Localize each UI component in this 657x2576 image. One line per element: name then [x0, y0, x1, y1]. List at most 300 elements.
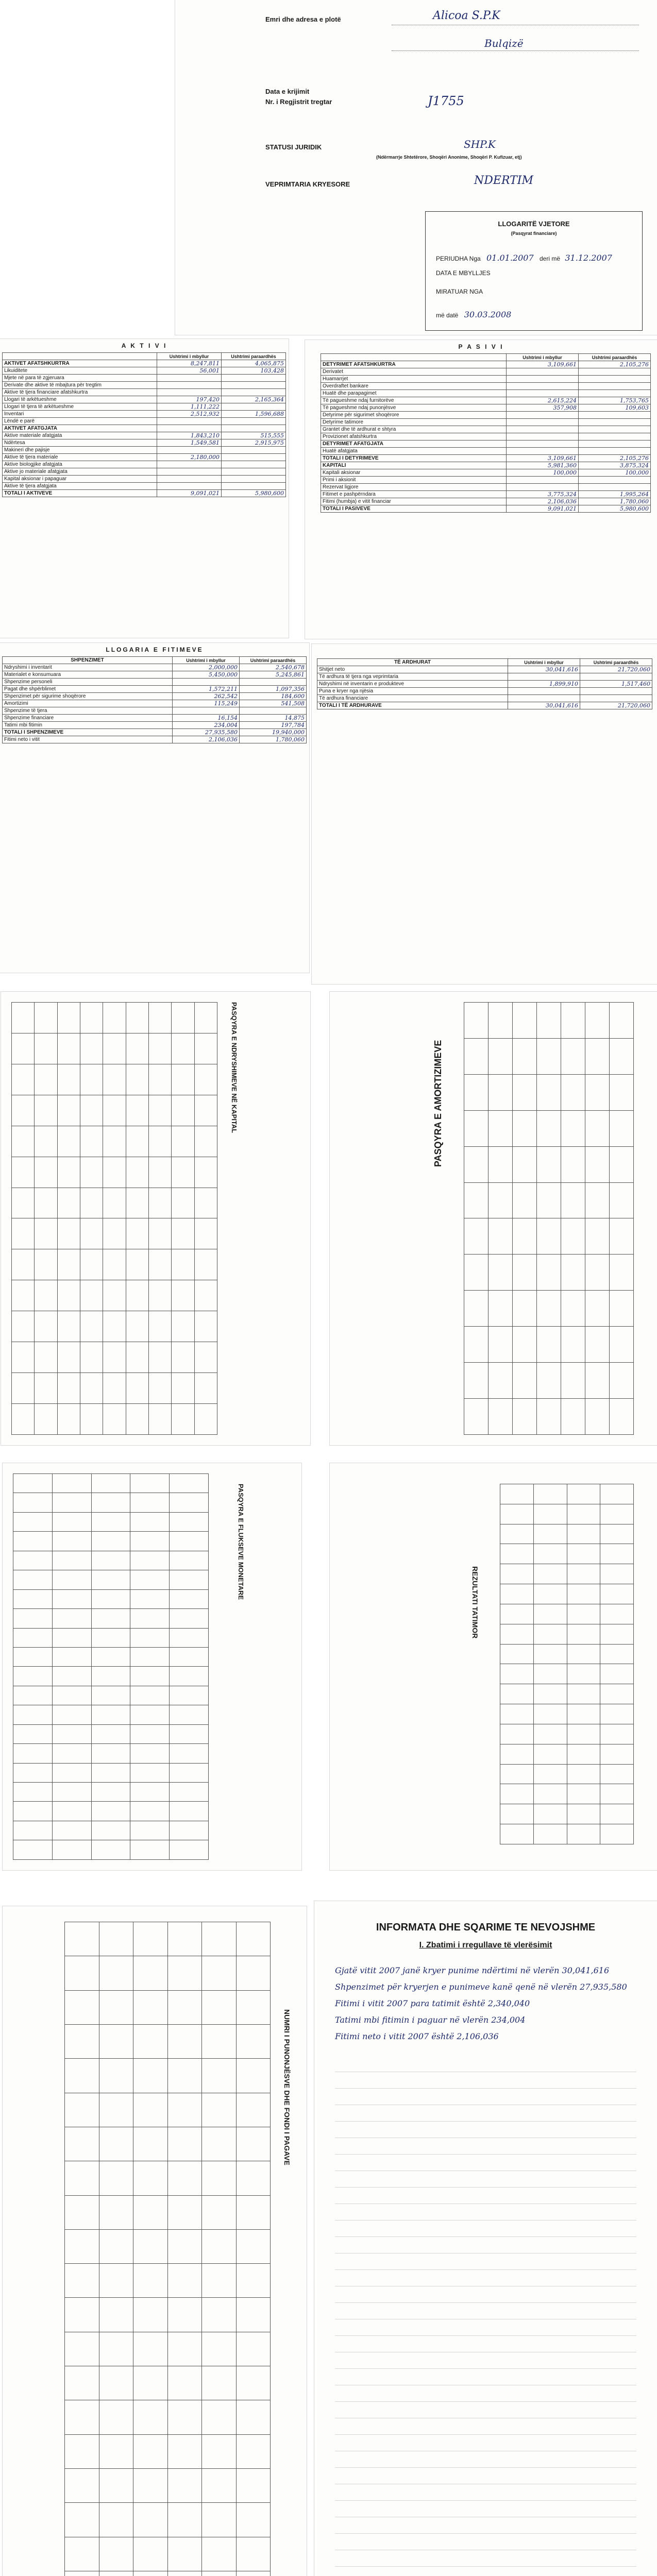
row-value: [507, 412, 579, 419]
row-label: Tatimi mbi fitimin: [3, 722, 173, 729]
registry-value: J1755: [428, 94, 464, 108]
row-label: Të pagueshme ndaj punonjësve: [321, 404, 507, 412]
grid-cell: [567, 1724, 600, 1744]
table-row: [3, 360, 286, 367]
table-row: [3, 425, 286, 432]
row-value: [507, 383, 579, 390]
table-row: [3, 679, 307, 686]
grid-cell: [13, 1532, 53, 1551]
row-label: Ndryshimi i inventarit: [3, 664, 173, 671]
notes-subtitle: I. Zbatimi i rregullave të vlerësimit: [419, 1941, 552, 1950]
grid-cell: [57, 1249, 80, 1280]
row-value: 5,980,600: [222, 490, 286, 497]
grid-cell: [99, 2024, 133, 2058]
grid-cell: [65, 2161, 99, 2195]
table-row: [3, 461, 286, 468]
status-label: STATUSI JURIDIK: [265, 143, 322, 151]
table-row: [321, 448, 651, 455]
grid-cell: [513, 1110, 537, 1146]
grid-cell: [52, 1783, 91, 1802]
activity-value: NDERTIM: [474, 174, 534, 187]
grid-cell: [567, 1704, 600, 1724]
grid-cell: [194, 1280, 217, 1311]
grid-cell: [13, 1802, 53, 1821]
grid-cell: [202, 2264, 237, 2298]
grid-cell: [464, 1003, 488, 1039]
row-value: [222, 375, 286, 382]
grid-cell: [35, 1095, 57, 1126]
row-value: 27,935,580: [173, 729, 240, 736]
row-value: [508, 673, 580, 681]
grid-cell: [464, 1255, 488, 1291]
row-value: [240, 707, 307, 715]
grid-cell: [194, 1033, 217, 1064]
grid-cell: [533, 1544, 567, 1564]
table-row: [3, 403, 286, 411]
grid-cell: [500, 1604, 534, 1624]
revenues-table: TË ARDHURAT Ushtrimi i mbyllur Ushtrimi paraardhës Shitjet neto 30,041,616 21,720,060 Të ardhura të tjera nga veprimtaria Ndryshimi në inventarin e produkteve 1,899,910 1,517,460 Puna e kryer nga njësia Të ardhura financiare TOTALI I TË ARDHURAVE 30,041,616 21,720,060: [317, 658, 652, 709]
grid-cell: [91, 1512, 130, 1531]
row-label: TOTALI I PASIVEVE: [321, 505, 507, 513]
tax-grid: [500, 1484, 634, 1844]
row-value: 2,512,932: [157, 411, 222, 418]
grid-cell: [99, 2298, 133, 2332]
row-value: [222, 418, 286, 425]
grid-cell: [80, 1280, 103, 1311]
grid-cell: [500, 1764, 534, 1784]
grid-cell: [52, 1840, 91, 1860]
grid-cell: [52, 1724, 91, 1743]
grid-cell: [130, 1647, 170, 1666]
grid-cell: [537, 1291, 561, 1327]
row-value: 100,000: [579, 469, 651, 477]
grid-cell: [170, 1609, 209, 1628]
grid-cell: [533, 1704, 567, 1724]
grid-cell: [585, 1146, 610, 1182]
grid-cell: [600, 1724, 634, 1744]
row-value: 184,600: [240, 693, 307, 700]
grid-cell: [561, 1038, 585, 1074]
cashflow-grid: [13, 1473, 209, 1860]
row-label: Puna e kryer nga njësia: [317, 688, 508, 695]
grid-cell: [103, 1003, 126, 1033]
grid-cell: [610, 1218, 634, 1255]
row-value: [579, 448, 651, 455]
grid-cell: [170, 1821, 209, 1840]
grid-cell: [167, 2366, 202, 2400]
grid-cell: [167, 2093, 202, 2127]
grid-cell: [561, 1218, 585, 1255]
grid-cell: [610, 1255, 634, 1291]
amortization-title: PASQYRA E AMORTIZIMEVE: [433, 1040, 443, 1167]
grid-cell: [57, 1033, 80, 1064]
grid-cell: [35, 1403, 57, 1434]
row-value: [507, 368, 579, 376]
row-label: Ndërtesa: [3, 439, 157, 447]
table-row: [321, 390, 651, 397]
grid-cell: [130, 1821, 170, 1840]
grid-cell: [103, 1188, 126, 1218]
grid-cell: [194, 1311, 217, 1342]
grid-cell: [167, 2161, 202, 2195]
grid-cell: [202, 2024, 237, 2058]
grid-cell: [126, 1095, 148, 1126]
grid-cell: [52, 1744, 91, 1763]
cover-page: [175, 0, 657, 335]
grid-cell: [167, 1922, 202, 1956]
grid-cell: [91, 1744, 130, 1763]
row-value: [579, 484, 651, 491]
table-row: [3, 476, 286, 483]
grid-cell: [610, 1398, 634, 1434]
grid-cell: [610, 1038, 634, 1074]
grid-cell: [170, 1783, 209, 1802]
grid-cell: [202, 2366, 237, 2400]
row-label: Primi i aksionit: [321, 477, 507, 484]
grid-cell: [103, 1095, 126, 1126]
grid-cell: [99, 2469, 133, 2503]
grid-cell: [148, 1218, 171, 1249]
grid-cell: [194, 1218, 217, 1249]
grid-cell: [130, 1551, 170, 1570]
grid-cell: [600, 1544, 634, 1564]
row-value: [507, 426, 579, 433]
grid-cell: [170, 1647, 209, 1666]
row-value: [222, 468, 286, 476]
table-row: [3, 707, 307, 715]
grid-cell: [80, 1249, 103, 1280]
grid-cell: [52, 1802, 91, 1821]
grid-cell: [170, 1551, 209, 1570]
grid-cell: [99, 1990, 133, 2024]
table-row: [3, 447, 286, 454]
grid-cell: [130, 1532, 170, 1551]
grid-cell: [202, 2298, 237, 2332]
grid-cell: [103, 1218, 126, 1249]
row-value: 2,540,678: [240, 664, 307, 671]
grid-cell: [13, 1686, 53, 1705]
grid-cell: [57, 1218, 80, 1249]
grid-cell: [12, 1280, 35, 1311]
grid-cell: [91, 1667, 130, 1686]
status-note: (Ndërmarrje Shtetërore, Shoqëri Anonime, Shoqëri P. Kufizuar, etj): [376, 155, 522, 160]
grid-cell: [533, 1644, 567, 1664]
grid-cell: [513, 1291, 537, 1327]
row-label: Grantet dhe të ardhurat e shtyra: [321, 426, 507, 433]
table-row: [321, 491, 651, 498]
grid-cell: [133, 2537, 168, 2571]
grid-cell: [130, 1512, 170, 1531]
assets-title: A K T I V I: [121, 342, 167, 349]
statement-title: LLOGARITË VJETORE: [498, 220, 570, 228]
grid-cell: [57, 1064, 80, 1095]
grid-cell: [194, 1157, 217, 1188]
row-label: Shpenzime financiare: [3, 715, 173, 722]
table-row: [3, 382, 286, 389]
grid-cell: [133, 2127, 168, 2161]
table-row: [317, 666, 652, 673]
activity-label: VEPRIMTARIA KRYESORE: [265, 180, 350, 188]
grid-cell: [172, 1095, 194, 1126]
grid-cell: [500, 1504, 534, 1524]
grid-cell: [65, 2400, 99, 2434]
grid-cell: [99, 2332, 133, 2366]
notes-page: [314, 1901, 657, 2576]
grid-cell: [585, 1398, 610, 1434]
grid-cell: [130, 1474, 170, 1493]
deposit-label: DATA E MBYLLJES: [436, 269, 491, 277]
grid-cell: [567, 1564, 600, 1584]
row-value: 1,753,765: [579, 397, 651, 404]
grid-cell: [170, 1744, 209, 1763]
grid-cell: [91, 1705, 130, 1724]
table-row: [317, 681, 652, 688]
grid-cell: [561, 1182, 585, 1218]
grid-cell: [80, 1373, 103, 1404]
grid-cell: [80, 1064, 103, 1095]
period-from: 01.01.2007: [486, 253, 534, 263]
row-label: Kapital aksionar i papaguar: [3, 476, 157, 483]
grid-cell: [170, 1802, 209, 1821]
grid-cell: [99, 1956, 133, 1990]
grid-cell: [202, 1990, 237, 2024]
grid-cell: [537, 1146, 561, 1182]
row-label: Derivate dhe aktive të mbajtura për tregtim: [3, 382, 157, 389]
grid-cell: [600, 1704, 634, 1724]
row-value: 1,517,460: [580, 681, 652, 688]
grid-cell: [80, 1403, 103, 1434]
table-row: [321, 433, 651, 440]
row-label: Të ardhura të tjera nga veprimtaria: [317, 673, 508, 681]
grid-cell: [13, 1724, 53, 1743]
row-value: 103,428: [222, 367, 286, 375]
grid-cell: [172, 1157, 194, 1188]
grid-cell: [126, 1064, 148, 1095]
grid-cell: [65, 2127, 99, 2161]
grid-cell: [537, 1110, 561, 1146]
table-row: [3, 722, 307, 729]
grid-cell: [567, 1604, 600, 1624]
grid-cell: [99, 2400, 133, 2434]
grid-cell: [561, 1110, 585, 1146]
grid-cell: [172, 1033, 194, 1064]
grid-cell: [236, 2059, 271, 2093]
table-row: [321, 368, 651, 376]
table-row: [3, 396, 286, 403]
row-label: Derivatet: [321, 368, 507, 376]
grid-cell: [148, 1157, 171, 1188]
grid-cell: [533, 1624, 567, 1644]
grid-cell: [537, 1218, 561, 1255]
grid-cell: [65, 2332, 99, 2366]
grid-cell: [13, 1589, 53, 1608]
grid-cell: [13, 1763, 53, 1782]
grid-cell: [194, 1342, 217, 1373]
grid-cell: [130, 1686, 170, 1705]
row-label: Të pagueshme ndaj furnitorëve: [321, 397, 507, 404]
grid-cell: [91, 1783, 130, 1802]
row-label: Fitimi (humbja) e vitit financiar: [321, 498, 507, 505]
grid-cell: [12, 1373, 35, 1404]
grid-cell: [91, 1686, 130, 1705]
grid-cell: [130, 1667, 170, 1686]
grid-cell: [202, 2537, 237, 2571]
row-value: 2,106,036: [173, 736, 240, 743]
grid-cell: [600, 1504, 634, 1524]
row-value: 357,908: [507, 404, 579, 412]
table-row: [321, 361, 651, 368]
table-row: [321, 498, 651, 505]
row-value: 115,249: [173, 700, 240, 707]
grid-cell: [500, 1584, 534, 1604]
grid-cell: [533, 1764, 567, 1784]
row-value: [157, 447, 222, 454]
grid-cell: [167, 2400, 202, 2434]
grid-cell: [533, 1484, 567, 1504]
grid-cell: [57, 1280, 80, 1311]
grid-cell: [513, 1363, 537, 1399]
row-value: [580, 695, 652, 702]
row-value: 2,180,000: [157, 454, 222, 461]
row-value: [507, 448, 579, 455]
row-value: [157, 418, 222, 425]
row-value: 56,001: [157, 367, 222, 375]
row-value: [222, 389, 286, 396]
grid-cell: [513, 1074, 537, 1110]
row-label: Kapitali aksionar: [321, 469, 507, 477]
grid-cell: [12, 1249, 35, 1280]
grid-cell: [561, 1146, 585, 1182]
grid-cell: [500, 1744, 534, 1764]
grid-cell: [52, 1551, 91, 1570]
period-to: 31.12.2007: [565, 253, 612, 263]
amortization-page: [330, 992, 657, 1445]
grid-cell: [464, 1038, 488, 1074]
grid-cell: [610, 1074, 634, 1110]
grid-cell: [35, 1188, 57, 1218]
grid-cell: [170, 1570, 209, 1589]
row-value: [507, 390, 579, 397]
grid-cell: [533, 1524, 567, 1544]
row-value: 5,980,600: [579, 505, 651, 513]
grid-cell: [12, 1126, 35, 1157]
grid-cell: [126, 1342, 148, 1373]
grid-cell: [133, 2024, 168, 2058]
table-row: [317, 695, 652, 702]
grid-cell: [194, 1403, 217, 1434]
grid-cell: [35, 1157, 57, 1188]
row-label: Provizionet afatshkurtra: [321, 433, 507, 440]
grid-cell: [567, 1764, 600, 1784]
row-value: 5,981,360: [507, 462, 579, 469]
row-label: Aktive të tjera materiale: [3, 454, 157, 461]
form-grid: [13, 1473, 209, 1860]
notes-line-3: Fitimi i vitit 2007 para tatimit është 2,340,040: [335, 1998, 530, 2008]
row-value: 1,780,060: [240, 736, 307, 743]
row-label: Aktive të tjera financiare afatshkurtra: [3, 389, 157, 396]
table-row: [317, 702, 652, 709]
table-row: [321, 419, 651, 426]
row-value: [222, 476, 286, 483]
grid-cell: [610, 1363, 634, 1399]
grid-cell: [561, 1074, 585, 1110]
grid-cell: [561, 1003, 585, 1039]
row-value: 3,775,324: [507, 491, 579, 498]
table-row: [3, 686, 307, 693]
grid-cell: [172, 1373, 194, 1404]
grid-cell: [133, 1956, 168, 1990]
row-value: 21,720,060: [580, 666, 652, 673]
grid-cell: [167, 2298, 202, 2332]
grid-cell: [500, 1824, 534, 1844]
grid-cell: [133, 2264, 168, 2298]
grid-cell: [172, 1188, 194, 1218]
grid-cell: [126, 1126, 148, 1157]
grid-cell: [91, 1647, 130, 1666]
grid-cell: [65, 1922, 99, 1956]
cashflow-title: PASQYRA E FLUKSEVE MONETARE: [237, 1484, 245, 1600]
grid-cell: [533, 1744, 567, 1764]
capital-grid: [11, 1002, 217, 1435]
income-expenses-page: [0, 643, 309, 973]
grid-cell: [537, 1398, 561, 1434]
form-grid: [64, 1922, 271, 2576]
grid-cell: [57, 1157, 80, 1188]
grid-cell: [91, 1628, 130, 1647]
grid-cell: [133, 2332, 168, 2366]
grid-cell: [65, 2503, 99, 2537]
grid-cell: [65, 2434, 99, 2468]
row-label: Detyrime për sigurimet shoqërore: [321, 412, 507, 419]
grid-cell: [133, 2434, 168, 2468]
row-label: Rezervat ligjore: [321, 484, 507, 491]
grid-cell: [600, 1584, 634, 1604]
grid-cell: [133, 2400, 168, 2434]
row-value: [579, 419, 651, 426]
grid-cell: [488, 1074, 513, 1110]
row-value: [157, 483, 222, 490]
grid-cell: [600, 1784, 634, 1804]
grid-cell: [500, 1624, 534, 1644]
grid-cell: [567, 1804, 600, 1824]
grid-cell: [170, 1763, 209, 1782]
grid-cell: [35, 1126, 57, 1157]
row-label: Shitjet neto: [317, 666, 508, 673]
grid-cell: [133, 2229, 168, 2263]
grid-cell: [600, 1624, 634, 1644]
grid-cell: [99, 1922, 133, 1956]
grid-cell: [133, 1990, 168, 2024]
row-label: Fitimet e pashpërndara: [321, 491, 507, 498]
grid-cell: [148, 1095, 171, 1126]
grid-cell: [513, 1218, 537, 1255]
grid-cell: [567, 1484, 600, 1504]
grid-cell: [167, 2059, 202, 2093]
grid-cell: [567, 1824, 600, 1844]
grid-cell: [99, 2161, 133, 2195]
row-label: Shpenzime personeli: [3, 679, 173, 686]
grid-cell: [13, 1493, 53, 1512]
grid-cell: [500, 1684, 534, 1704]
row-value: [157, 425, 222, 432]
grid-cell: [567, 1684, 600, 1704]
form-grid: [464, 1002, 634, 1435]
grid-cell: [80, 1342, 103, 1373]
grid-cell: [52, 1570, 91, 1589]
grid-cell: [236, 1922, 271, 1956]
grid-cell: [533, 1724, 567, 1744]
row-value: 21,720,060: [580, 702, 652, 709]
